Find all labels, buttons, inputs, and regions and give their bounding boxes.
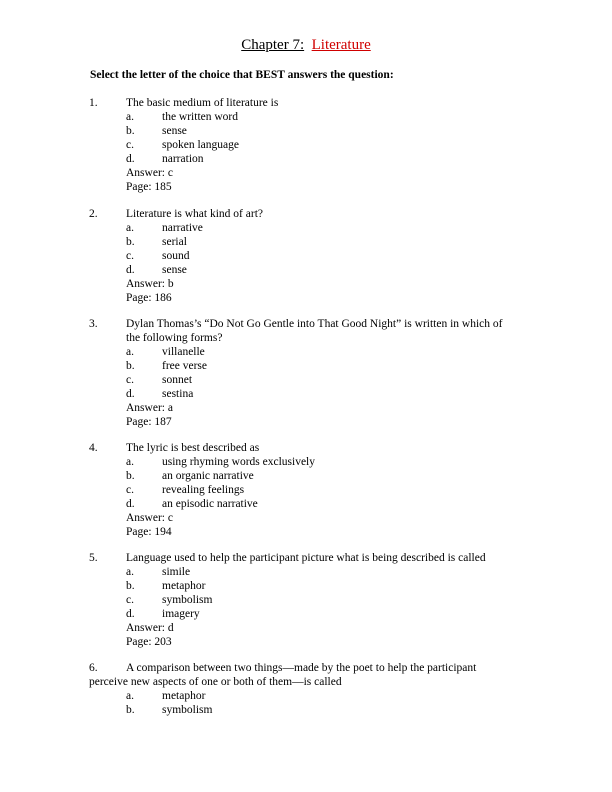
option-text: an episodic narrative bbox=[162, 498, 258, 510]
option-text: sonnet bbox=[162, 374, 193, 386]
option-text: narrative bbox=[162, 222, 203, 234]
answer-key: Answer: c bbox=[126, 167, 173, 179]
option-letter: c. bbox=[126, 139, 134, 151]
page-title bbox=[0, 36, 612, 54]
page-reference: Page: 187 bbox=[126, 416, 172, 428]
question-text: The basic medium of literature is bbox=[126, 97, 279, 109]
option-letter: b. bbox=[126, 236, 135, 248]
option-text: the written word bbox=[162, 111, 239, 123]
option-text: an organic narrative bbox=[162, 470, 254, 482]
option-letter: d. bbox=[126, 388, 135, 400]
option-letter: c. bbox=[126, 594, 134, 606]
option-letter: c. bbox=[126, 250, 134, 262]
question-text-continued: perceive new aspects of one or both of them—is called bbox=[89, 676, 342, 688]
option-letter: b. bbox=[126, 360, 135, 372]
question-text: Dylan Thomas’s “Do Not Go Gentle into That Good Night” is written in which of bbox=[126, 318, 503, 330]
option-text: free verse bbox=[162, 360, 208, 372]
option-text: sense bbox=[162, 125, 187, 137]
question-number: 4. bbox=[89, 442, 98, 454]
page-reference: Page: 186 bbox=[126, 292, 172, 304]
option-text: metaphor bbox=[162, 580, 206, 592]
question-number: 1. bbox=[89, 97, 98, 109]
question-text: Literature is what kind of art? bbox=[126, 208, 263, 220]
question-number: 3. bbox=[89, 318, 98, 330]
question-number: 6. bbox=[89, 662, 98, 674]
option-letter: c. bbox=[126, 374, 134, 386]
option-text: simile bbox=[162, 566, 191, 578]
option-letter: a. bbox=[126, 222, 134, 234]
instructions: Select the letter of the choice that BEST answers the question: bbox=[90, 69, 394, 81]
option-letter: d. bbox=[126, 153, 135, 165]
question-text: The lyric is best described as bbox=[126, 442, 260, 454]
option-text: revealing feelings bbox=[162, 484, 245, 496]
option-letter: b. bbox=[126, 125, 135, 137]
option-letter: c. bbox=[126, 484, 134, 496]
option-letter: b. bbox=[126, 470, 135, 482]
answer-key: Answer: a bbox=[126, 402, 173, 414]
option-text: using rhyming words exclusively bbox=[162, 456, 315, 468]
answer-key: Answer: c bbox=[126, 512, 173, 524]
question-text-continued: the following forms? bbox=[126, 332, 223, 344]
option-text: spoken language bbox=[162, 139, 239, 151]
option-text: metaphor bbox=[162, 690, 206, 702]
question-text: Language used to help the participant picture what is being described is called bbox=[126, 552, 486, 564]
option-text: sense bbox=[162, 264, 187, 276]
option-letter: a. bbox=[126, 566, 134, 578]
question-text: A comparison between two things—made by the poet to help the participant bbox=[126, 662, 477, 674]
option-letter: b. bbox=[126, 580, 135, 592]
option-letter: a. bbox=[126, 690, 134, 702]
option-text: narration bbox=[162, 153, 204, 165]
option-letter: a. bbox=[126, 111, 134, 123]
option-text: imagery bbox=[162, 608, 200, 620]
page-reference: Page: 203 bbox=[126, 636, 172, 648]
option-letter: d. bbox=[126, 264, 135, 276]
option-text: symbolism bbox=[162, 704, 213, 716]
page-reference: Page: 185 bbox=[126, 181, 172, 193]
option-text: serial bbox=[162, 236, 187, 248]
question-number: 5. bbox=[89, 552, 98, 564]
answer-key: Answer: b bbox=[126, 278, 174, 290]
chapter-label: Chapter 7: bbox=[241, 37, 305, 53]
page-reference: Page: 194 bbox=[126, 526, 172, 538]
option-text: symbolism bbox=[162, 594, 213, 606]
option-letter: d. bbox=[126, 608, 135, 620]
option-text: sestina bbox=[162, 388, 194, 400]
option-letter: d. bbox=[126, 498, 135, 510]
question-number: 2. bbox=[89, 208, 98, 220]
option-letter: a. bbox=[126, 346, 134, 358]
option-text: sound bbox=[162, 250, 190, 262]
option-letter: b. bbox=[126, 704, 135, 716]
option-letter: a. bbox=[126, 456, 134, 468]
option-text: villanelle bbox=[162, 346, 205, 358]
answer-key: Answer: d bbox=[126, 622, 174, 634]
chapter-subject: Literature bbox=[311, 37, 371, 53]
